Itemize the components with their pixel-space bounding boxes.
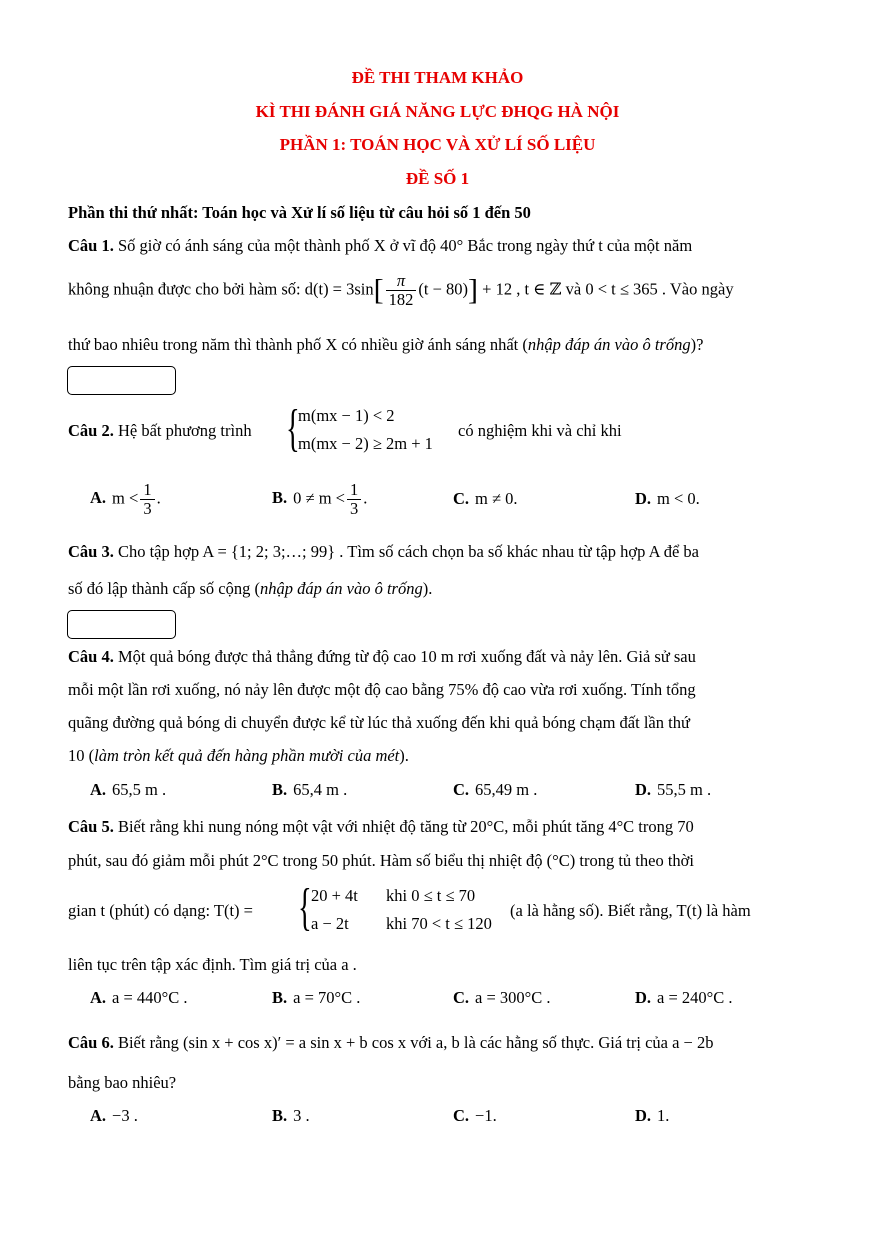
question-6-line-1: Câu 6. Biết rằng (sin x + cos x)′ = a sin x + b cos x với a, b là các hằng số thực. Giá trị của a − 2b [68, 1033, 714, 1052]
pi-fraction-denominator: 182 [388, 290, 414, 309]
question-4-line-4: 10 (làm tròn kết quả đến hàng phần mười của mét). [68, 746, 409, 765]
left-bracket: [ [373, 273, 384, 307]
question-5-text-3a: gian t (phút) có dạng: T(t) = [68, 901, 253, 920]
question-5-option-b[interactable]: B. a = 70°C . [272, 988, 361, 1007]
question-3-text-1: Cho tập hợp A = {1; 2; 3;…; 99} . Tìm số cách chọn ba số khác nhau từ tập hợp A để ba [113, 542, 699, 561]
exam-header-line-1: ĐỀ THI THAM KHẢO [351, 68, 524, 87]
question-4-line-1: Câu 4. Một quả bóng được thả thẳng đứng từ độ cao 10 m rơi xuống đất và nảy lên. Giả sử sau [68, 647, 696, 666]
question-4-line-3: quãng đường quả bóng di chuyển được kể từ lúc thả xuống đến khi quả bóng chạm đất lần thứ [68, 713, 690, 732]
system-inequality-1: m(mx − 1) < 2 [298, 406, 395, 425]
question-6-line-2: bằng bao nhiêu? [68, 1073, 177, 1092]
question-1-line-2 [68, 272, 734, 309]
question-5-label: Câu 5. [68, 817, 114, 836]
question-2-label: Câu 2. [68, 421, 114, 440]
piecewise-case-1-expr: 20 + 4t [311, 886, 358, 905]
pi-fraction-numerator: π [386, 272, 417, 291]
question-5-line-1: Câu 5. Biết rằng khi nung nóng một vật với nhiệt độ tăng từ 20°C, mỗi phút tăng 4°C trong 70 [68, 817, 694, 836]
question-5-option-c[interactable]: C. a = 300°C . [453, 988, 551, 1007]
question-3-line-2: số đó lập thành cấp số cộng (nhập đáp án vào ô trống). [68, 579, 433, 598]
piecewise-case-1-cond: khi 0 ≤ t ≤ 70 [386, 886, 476, 905]
question-6-label: Câu 6. [68, 1033, 114, 1052]
question-3-label: Câu 3. [68, 542, 114, 561]
question-2-option-b[interactable]: B. 0 ≠ m < $\frac{1}{3}$ . [272, 480, 368, 518]
question-5-line-2: phút, sau đó giảm mỗi phút 2°C trong 50 phút. Hàm số biểu thị nhiệt độ (°C) trong tủ theo thời [68, 851, 694, 870]
question-1-text-2a: không nhuận được cho bởi hàm số: d(t) = 3sin [68, 279, 374, 299]
question-5-option-d[interactable]: D. a = 240°C . [635, 988, 733, 1007]
question-1-text-3a: thứ bao nhiêu trong năm thì thành phố X có nhiều giờ ánh sáng nhất ( [68, 335, 528, 354]
question-4-option-c[interactable]: C. 65,49 m . [453, 780, 538, 799]
section-title: Phần thi thứ nhất: Toán học và Xử lí số liệu từ câu hỏi số 1 đến 50 [68, 203, 531, 222]
question-2-line-1 [68, 421, 252, 441]
question-3-answer-box[interactable] [67, 610, 176, 639]
question-5-text-3b: (a là hằng số). Biết rằng, T(t) là hàm [510, 901, 751, 920]
question-2-text-a: Hệ bất phương trình [113, 421, 252, 440]
question-2-text-b: có nghiệm khi và chỉ khi [458, 421, 622, 440]
exam-header-line-2: KÌ THI ĐÁNH GIÁ NĂNG LỰC ĐHQG HÀ NỘI [255, 102, 620, 121]
option-a-fraction: $\frac{1}{3}$ [140, 481, 154, 518]
question-6-option-c[interactable]: C. −1. [453, 1106, 497, 1125]
question-4-option-b[interactable]: B. 65,4 m . [272, 780, 348, 799]
question-1-text-1: Số giờ có ánh sáng của một thành phố X ở vĩ độ 40° Bắc trong ngày thứ t của một năm [113, 236, 693, 255]
system-brace: { [286, 400, 300, 457]
system-inequality-2: m(mx − 2) ≥ 2m + 1 [298, 434, 433, 453]
question-1-text-2c: + 12 , t ∈ ℤ và 0 < t ≤ 365 . Vào ngày [478, 279, 734, 299]
piecewise-brace: { [298, 879, 312, 936]
question-5-option-a[interactable]: A. a = 440°C . [90, 988, 188, 1007]
question-1-text-3c: )? [690, 335, 704, 354]
question-2-option-d[interactable]: D. m < 0. [635, 489, 700, 508]
exam-header-line-3: PHẦN 1: TOÁN HỌC VÀ XỬ LÍ SỐ LIỆU [279, 135, 596, 154]
question-4-line-2: mỗi một lần rơi xuống, nó nảy lên được một độ cao bằng 75% độ cao vừa rơi xuống. Tính tổng [68, 680, 696, 699]
exam-header-line-4: ĐỀ SỐ 1 [405, 169, 470, 188]
question-2-option-a[interactable]: A. m < $\frac{1}{3}$ . [90, 480, 161, 518]
pi-fraction [386, 272, 417, 309]
question-1-text-2b: (t − 80) [418, 279, 469, 299]
piecewise-case-2-expr: a − 2t [311, 914, 349, 933]
question-1-line-3 [68, 335, 703, 355]
question-5-line-4: liên tục trên tập xác định. Tìm giá trị của a . [68, 955, 357, 974]
piecewise-case-2-cond: khi 70 < t ≤ 120 [386, 914, 492, 933]
question-1-text-3b: nhập đáp án vào ô trống [527, 335, 691, 354]
question-6-option-a[interactable]: A. −3 . [90, 1106, 138, 1125]
question-1-line-1 [68, 236, 692, 256]
question-4-option-a[interactable]: A. 65,5 m . [90, 780, 167, 799]
question-4-label: Câu 4. [68, 647, 114, 666]
question-1-label: Câu 1. [68, 236, 114, 255]
question-1-answer-box[interactable] [67, 366, 176, 395]
question-2-option-c[interactable]: C. m ≠ 0. [453, 489, 518, 508]
question-4-option-d[interactable]: D. 55,5 m . [635, 780, 712, 799]
question-6-option-b[interactable]: B. 3 . [272, 1106, 310, 1125]
question-3-line-1 [68, 542, 699, 562]
question-6-option-d[interactable]: D. 1. [635, 1106, 670, 1125]
option-b-fraction: $\frac{1}{3}$ [347, 481, 361, 518]
right-bracket: ] [468, 273, 479, 307]
